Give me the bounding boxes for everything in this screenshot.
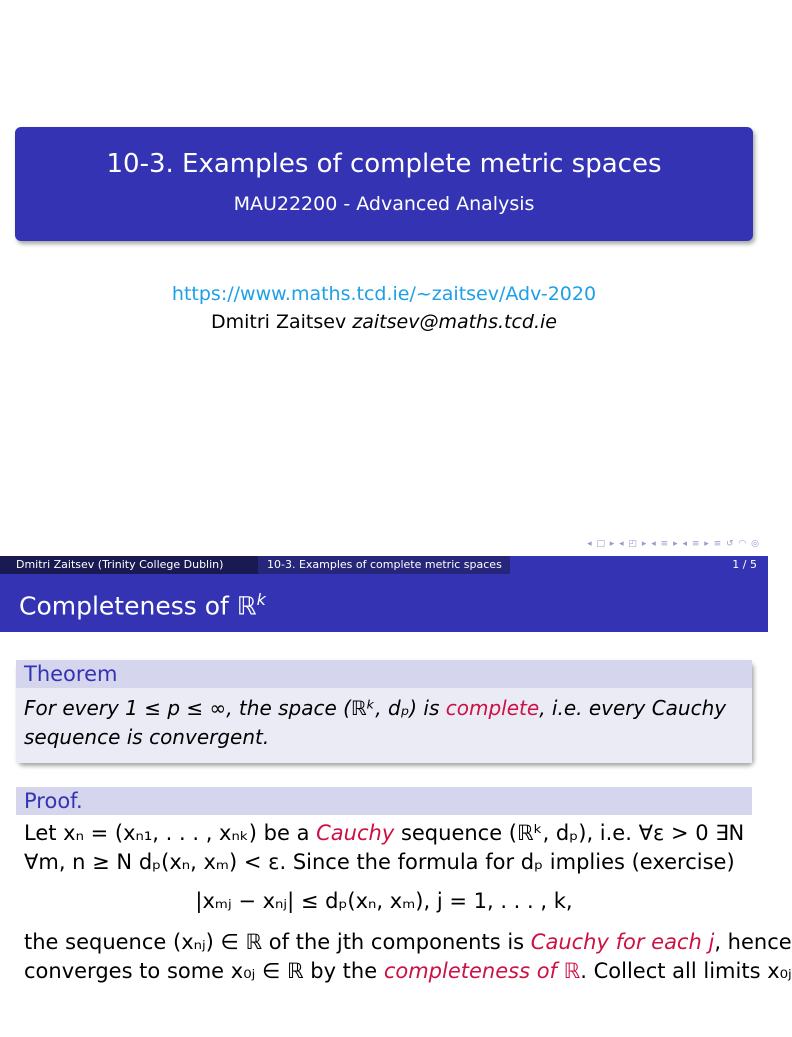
footer-author: Dmitri Zaitsev (Trinity College Dublin) [0, 556, 258, 574]
theorem-block [16, 660, 752, 763]
footer-title: 10-3. Examples of complete metric spaces [258, 556, 510, 574]
presentation-title: 10-3. Examples of complete metric spaces [106, 149, 662, 179]
theorem-heading: Theorem [16, 660, 752, 688]
frame-title: Completeness of ℝ$^k$ [19, 590, 266, 621]
proof-body: Let xₙ = (xₙ₁, . . . , xₙₖ) be a Cauchy sequence (ℝᵏ, dₚ), i.e. ∀ε > 0 ∃N ∀m, n ≥ N dₚ(xₙ, xₘ) < ε. Since the formula for dₚ implies (exercise) |xₘⱼ − xₙⱼ| ≤ dₚ(xₙ, xₘ), j = 1, . . . , k, the sequence (xₙⱼ) ∈ ℝ of the jth components is Cauchy for each j, hence converges to some x₀ⱼ ∈ ℝ by the completeness of ℝ. Collect all limits x₀ⱼ [16, 815, 752, 994]
footer-page-number: 1 / 5 [510, 556, 768, 574]
proof-inequality: |xₘⱼ − xₙⱼ| ≤ dₚ(xₙ, xₘ), j = 1, . . . , k, [195, 889, 573, 913]
title-box [15, 127, 753, 241]
proof-block [16, 787, 792, 1037]
beamer-nav-icons[interactable]: ◂ □ ▸ ◂ ◰ ▸ ◂ ≡ ▸ ◂ ≡ ▸ ≡ ↺ ◠ ◎ [587, 539, 760, 549]
proof-heading: Proof. [16, 787, 752, 815]
course-url-link[interactable]: https://www.maths.tcd.ie/~zaitsev/Adv-2020 [171, 283, 597, 305]
author-line [0, 311, 768, 333]
frame-title-bar [0, 574, 768, 632]
presentation-subtitle: MAU22200 - Advanced Analysis [233, 193, 535, 215]
author-email: zaitsev@maths.tcd.ie [352, 311, 557, 333]
slide-footer [0, 556, 768, 574]
author-name: Dmitri Zaitsev [211, 311, 347, 333]
theorem-body: For every 1 ≤ p ≤ ∞, the space (ℝᵏ, dₚ) is complete, i.e. every Cauchy sequence is convergent. [16, 688, 752, 763]
